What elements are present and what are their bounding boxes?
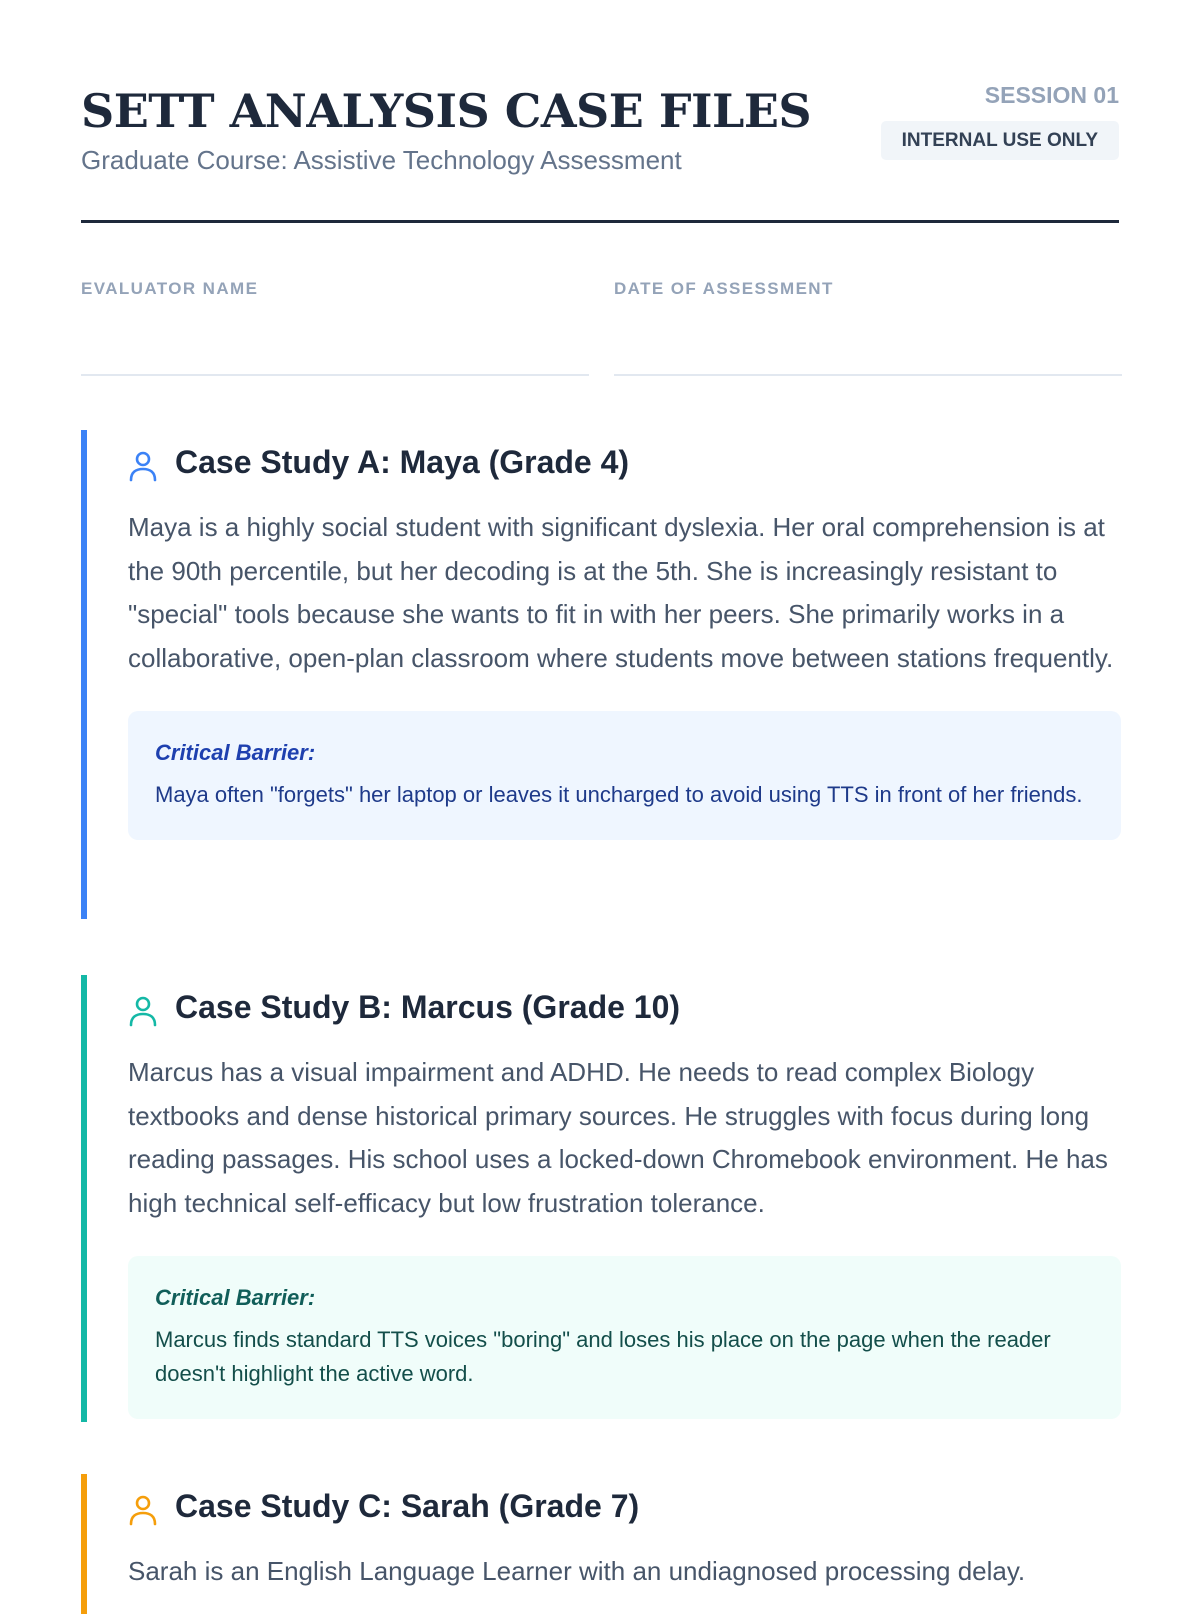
case-description: Marcus has a visual impairment and ADHD. He needs to read complex Biology textbooks and dense historical primary sources. He struggles with focus during long reading passages. His school uses a locked-down Chromebook environment. He has high technical self-efficacy but low frustration tolerance. xyxy=(128,1057,1108,1218)
case-header xyxy=(128,1474,1121,1550)
case-title: Case Study A: Maya (Grade 4) xyxy=(175,444,630,480)
session-label: SESSION 01 xyxy=(984,82,1119,108)
critical-barrier-text: Marcus finds standard TTS voices "boring" and loses his place on the page when the reader doesn't highlight the active word. xyxy=(155,1327,1051,1386)
case-study-a xyxy=(81,430,1121,919)
critical-barrier-text: Maya often "forgets" her laptop or leaves it uncharged to avoid using TTS in front of her friends. xyxy=(155,782,1083,807)
user-icon xyxy=(128,995,158,1027)
case-header xyxy=(128,430,1121,506)
case-title: Case Study C: Sarah (Grade 7) xyxy=(175,1488,640,1524)
case-header xyxy=(128,975,1121,1051)
case-study-c xyxy=(81,1474,1121,1614)
case-title: Case Study B: Marcus (Grade 10) xyxy=(175,989,681,1025)
internal-use-badge: INTERNAL USE ONLY xyxy=(881,121,1119,160)
document-header xyxy=(81,0,1119,223)
case-study-b xyxy=(81,975,1121,1422)
case-description: Maya is a highly social student with significant dyslexia. Her oral comprehension is at the 90th percentile, but her decoding is at the 5th. She is increasingly resistant to "special" tools because she wants to fit in with her peers. She primarily works in a collaborative, open-plan classroom where students move between stations frequently. xyxy=(128,512,1114,673)
form-fields xyxy=(81,223,1119,376)
case-description: Sarah is an English Language Learner with an undiagnosed processing delay. xyxy=(128,1556,1026,1586)
page-title: SETT ANALYSIS CASE FILES xyxy=(81,84,812,138)
critical-barrier-box xyxy=(128,1256,1121,1419)
user-icon xyxy=(128,450,158,482)
critical-barrier-box xyxy=(128,711,1121,840)
date-of-assessment-field[interactable] xyxy=(614,279,1122,376)
critical-barrier-label: Critical Barrier: xyxy=(155,1285,316,1310)
page-subtitle: Graduate Course: Assistive Technology Assessment xyxy=(81,145,682,175)
page xyxy=(0,0,1200,376)
evaluator-name-label: EVALUATOR NAME xyxy=(81,279,259,298)
critical-barrier-label: Critical Barrier: xyxy=(155,740,316,765)
evaluator-name-field[interactable] xyxy=(81,279,589,376)
user-icon xyxy=(128,1494,158,1526)
date-of-assessment-label: DATE OF ASSESSMENT xyxy=(614,279,834,298)
